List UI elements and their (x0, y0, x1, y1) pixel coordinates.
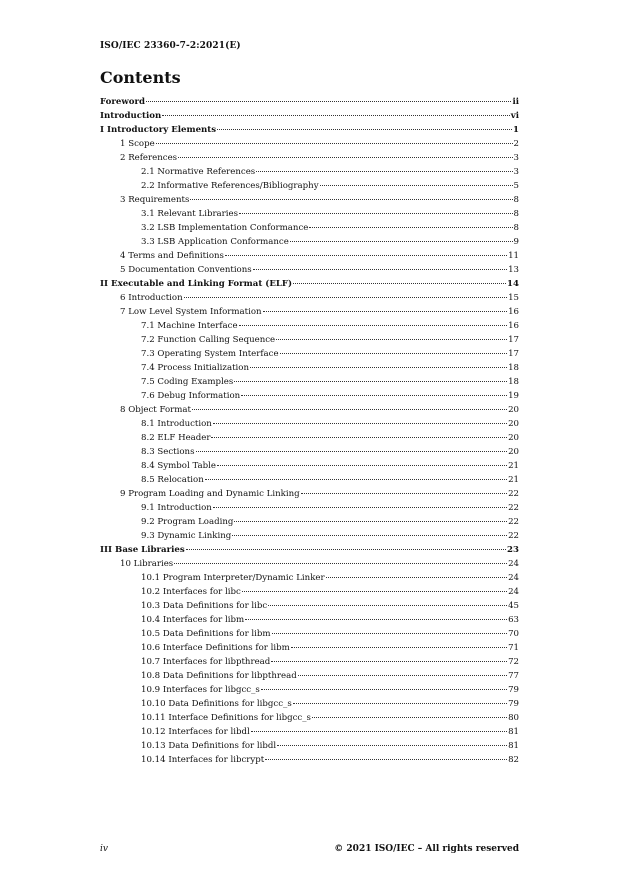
toc-entry[interactable] (100, 361, 519, 375)
toc-leader-dots (196, 451, 508, 452)
toc-leader-dots (174, 563, 507, 564)
toc-entry[interactable] (100, 249, 519, 263)
table-of-contents (100, 95, 519, 767)
toc-leader-dots (261, 689, 507, 690)
toc-entry-page: 24 (508, 587, 519, 597)
toc-leader-dots (242, 591, 507, 592)
toc-entry-label: 8.3 Sections (141, 447, 195, 457)
toc-leader-dots (239, 213, 513, 214)
toc-entry-label: 8.1 Introduction (141, 419, 212, 429)
toc-entry-page: 70 (508, 629, 519, 639)
toc-entry-page: 13 (508, 265, 519, 275)
toc-entry-label: 8.4 Symbol Table (141, 461, 216, 471)
toc-entry-label: 6 Introduction (120, 293, 183, 303)
toc-entry-label: 10 Libraries (120, 559, 174, 569)
toc-leader-dots (271, 661, 507, 662)
toc-leader-dots (312, 717, 507, 718)
toc-entry-page: 22 (508, 503, 519, 513)
toc-entry-page: 19 (508, 391, 519, 401)
toc-entry-label: 3.3 LSB Application Conformance (141, 237, 289, 247)
toc-leader-dots (276, 339, 507, 340)
toc-entry[interactable] (100, 725, 519, 739)
toc-leader-dots (291, 647, 507, 648)
toc-leader-dots (186, 549, 506, 550)
toc-leader-dots (162, 115, 510, 116)
toc-leader-dots (298, 675, 507, 676)
toc-entry-label: 5 Documentation Conventions (120, 265, 252, 275)
toc-entry[interactable] (100, 165, 519, 179)
toc-leader-dots (256, 171, 512, 172)
toc-entry[interactable] (100, 515, 519, 529)
toc-entry-label: 10.11 Interface Definitions for libgcc_s (141, 713, 311, 723)
toc-entry[interactable] (100, 389, 519, 403)
page-number: iv (100, 844, 108, 854)
toc-entry[interactable] (100, 669, 519, 683)
toc-entry-label: 10.10 Data Definitions for libgcc_s (141, 699, 292, 709)
toc-entry-label: 7.2 Function Calling Sequence (141, 335, 276, 345)
toc-entry-label: 7.1 Machine Interface (141, 321, 238, 331)
toc-entry-page: 63 (508, 615, 519, 625)
toc-leader-dots (241, 395, 507, 396)
toc-entry-page: 81 (508, 727, 519, 737)
toc-entry-label: 10.1 Program Interpreter/Dynamic Linker (141, 573, 325, 583)
toc-entry-label: 7.6 Debug Information (141, 391, 241, 401)
toc-entry[interactable] (100, 655, 519, 669)
toc-leader-dots (251, 731, 507, 732)
toc-entry-label: 10.8 Data Definitions for libpthread (141, 671, 297, 681)
toc-entry[interactable] (100, 193, 519, 207)
toc-entry[interactable] (100, 333, 519, 347)
toc-entry-page: 20 (508, 405, 519, 415)
toc-leader-dots (234, 521, 507, 522)
toc-entry-page: 5 (513, 181, 519, 191)
toc-entry-label: 10.3 Data Definitions for libc (141, 601, 268, 611)
toc-leader-dots (253, 269, 507, 270)
toc-entry-label: 7 Low Level System Information (120, 307, 262, 317)
toc-leader-dots (213, 507, 507, 508)
page-title: Contents (100, 68, 181, 87)
toc-entry-label: 1 Scope (120, 139, 155, 149)
toc-entry[interactable] (100, 375, 519, 389)
toc-leader-dots (250, 367, 507, 368)
toc-entry[interactable] (100, 263, 519, 277)
toc-entry-page: 79 (508, 685, 519, 695)
toc-entry-page: 1 (513, 125, 519, 135)
toc-entry-label: III Base Libraries (100, 545, 185, 555)
toc-leader-dots (272, 633, 507, 634)
toc-entry[interactable] (100, 697, 519, 711)
toc-entry-page: 11 (508, 251, 519, 261)
toc-entry-label: 8.2 ELF Header (141, 433, 211, 443)
toc-entry-label: 10.14 Interfaces for libcrypt (141, 755, 265, 765)
toc-entry-page: 45 (508, 601, 519, 611)
toc-entry-page: 17 (508, 349, 519, 359)
toc-leader-dots (245, 619, 507, 620)
toc-entry-label: 7.4 Process Initialization (141, 363, 249, 373)
toc-leader-dots (239, 325, 508, 326)
toc-entry-page: vi (510, 111, 519, 121)
toc-entry-page: 16 (508, 321, 519, 331)
toc-entry[interactable] (100, 137, 519, 151)
toc-leader-dots (190, 199, 512, 200)
toc-entry[interactable] (100, 305, 519, 319)
toc-entry-label: 9.3 Dynamic Linking (141, 531, 232, 541)
toc-entry-page: 82 (508, 755, 519, 765)
copyright-notice: © 2021 ISO/IEC – All rights reserved (334, 844, 519, 854)
toc-entry-label: 10.5 Data Definitions for libm (141, 629, 271, 639)
toc-leader-dots (320, 185, 513, 186)
toc-entry-label: 8 Object Format (120, 405, 191, 415)
toc-entry-page: 16 (508, 307, 519, 317)
toc-entry-page: 15 (508, 293, 519, 303)
toc-entry[interactable] (100, 431, 519, 445)
toc-entry[interactable] (100, 445, 519, 459)
toc-entry[interactable] (100, 179, 519, 193)
toc-entry-label: 10.2 Interfaces for libc (141, 587, 241, 597)
toc-entry-page: 8 (513, 223, 519, 233)
toc-entry-page: ii (512, 97, 519, 107)
toc-leader-dots (309, 227, 512, 228)
toc-entry-page: 71 (508, 643, 519, 653)
toc-leader-dots (265, 759, 507, 760)
toc-entry[interactable] (100, 319, 519, 333)
toc-entry[interactable] (100, 473, 519, 487)
toc-entry-page: 18 (508, 377, 519, 387)
toc-entry[interactable] (100, 347, 519, 361)
toc-entry[interactable] (100, 571, 519, 585)
toc-entry-label: 2 References (120, 153, 178, 163)
toc-entry-label: 10.7 Interfaces for libpthread (141, 657, 271, 667)
toc-entry-page: 81 (508, 741, 519, 751)
toc-leader-dots (293, 283, 506, 284)
toc-entry[interactable] (100, 417, 519, 431)
toc-entry[interactable] (100, 557, 519, 571)
toc-entry-label: 10.6 Interface Definitions for libm (141, 643, 290, 653)
toc-entry-label: Introduction (100, 111, 162, 121)
toc-entry-label: 9.2 Program Loading (141, 517, 234, 527)
toc-entry-page: 72 (508, 657, 519, 667)
toc-entry[interactable] (100, 739, 519, 753)
toc-entry-label: 10.13 Data Definitions for libdl (141, 741, 277, 751)
toc-entry-label: 3 Requirements (120, 195, 190, 205)
toc-leader-dots (326, 577, 507, 578)
toc-entry-label: 8.5 Relocation (141, 475, 204, 485)
document-id: ISO/IEC 23360-7-2:2021(E) (100, 41, 241, 51)
toc-entry[interactable] (100, 235, 519, 249)
toc-entry[interactable] (100, 221, 519, 235)
toc-entry-page: 8 (513, 195, 519, 205)
toc-entry-page: 20 (508, 419, 519, 429)
toc-entry[interactable] (100, 641, 519, 655)
toc-entry-label: 10.4 Interfaces for libm (141, 615, 245, 625)
toc-entry[interactable] (100, 123, 519, 137)
toc-entry-page: 17 (508, 335, 519, 345)
toc-entry-page: 21 (508, 461, 519, 471)
toc-entry-page: 3 (513, 153, 519, 163)
toc-leader-dots (232, 535, 507, 536)
toc-entry-page: 18 (508, 363, 519, 373)
toc-entry[interactable] (100, 529, 519, 543)
toc-leader-dots (184, 297, 507, 298)
toc-leader-dots (277, 745, 507, 746)
toc-leader-dots (146, 101, 511, 102)
toc-entry[interactable] (100, 613, 519, 627)
toc-entry[interactable] (100, 277, 519, 291)
toc-entry-label: 3.2 LSB Implementation Conformance (141, 223, 309, 233)
toc-entry[interactable] (100, 627, 519, 641)
toc-leader-dots (280, 353, 507, 354)
toc-entry-page: 2 (513, 139, 519, 149)
toc-entry[interactable] (100, 151, 519, 165)
toc-leader-dots (234, 381, 507, 382)
toc-entry-page: 22 (508, 517, 519, 527)
toc-entry-label: 2.2 Informative References/Bibliography (141, 181, 319, 191)
toc-entry[interactable] (100, 711, 519, 725)
toc-leader-dots (263, 311, 508, 312)
toc-entry-label: 9.1 Introduction (141, 503, 212, 513)
toc-entry-page: 77 (508, 671, 519, 681)
toc-entry-page: 8 (513, 209, 519, 219)
toc-entry[interactable] (100, 459, 519, 473)
toc-entry-page: 3 (513, 167, 519, 177)
toc-leader-dots (217, 465, 507, 466)
toc-entry-page: 24 (508, 573, 519, 583)
toc-entry-page: 20 (508, 433, 519, 443)
toc-entry-label: II Executable and Linking Format (ELF) (100, 279, 293, 289)
toc-entry-label: 2.1 Normative References (141, 167, 256, 177)
toc-entry[interactable] (100, 683, 519, 697)
toc-entry[interactable] (100, 501, 519, 515)
toc-entry-page: 24 (508, 559, 519, 569)
toc-leader-dots (156, 143, 513, 144)
toc-leader-dots (205, 479, 507, 480)
toc-entry[interactable] (100, 599, 519, 613)
toc-leader-dots (290, 241, 513, 242)
toc-entry-label: Foreword (100, 97, 146, 107)
toc-entry-label: 4 Terms and Definitions (120, 251, 224, 261)
toc-entry[interactable] (100, 291, 519, 305)
toc-entry-page: 22 (508, 531, 519, 541)
toc-entry-label: 10.12 Interfaces for libdl (141, 727, 250, 737)
toc-entry[interactable] (100, 585, 519, 599)
toc-entry-label: 7.5 Coding Examples (141, 377, 234, 387)
toc-leader-dots (192, 409, 507, 410)
toc-entry-label: I Introductory Elements (100, 125, 217, 135)
toc-leader-dots (211, 437, 507, 438)
toc-leader-dots (268, 605, 507, 606)
toc-entry[interactable] (100, 207, 519, 221)
toc-entry[interactable] (100, 95, 519, 109)
toc-entry-page: 23 (507, 545, 519, 555)
toc-entry[interactable] (100, 487, 519, 501)
toc-entry-label: 10.9 Interfaces for libgcc_s (141, 685, 260, 695)
toc-entry[interactable] (100, 753, 519, 767)
toc-entry-label: 9 Program Loading and Dynamic Linking (120, 489, 300, 499)
toc-entry[interactable] (100, 403, 519, 417)
toc-entry-page: 20 (508, 447, 519, 457)
toc-entry-page: 21 (508, 475, 519, 485)
toc-entry-page: 80 (508, 713, 519, 723)
toc-leader-dots (178, 157, 512, 158)
toc-leader-dots (293, 703, 507, 704)
toc-entry-page: 14 (507, 279, 519, 289)
toc-leader-dots (225, 255, 507, 256)
toc-leader-dots (213, 423, 507, 424)
toc-entry-page: 79 (508, 699, 519, 709)
toc-leader-dots (217, 129, 512, 130)
toc-leader-dots (301, 493, 507, 494)
toc-entry-label: 3.1 Relevant Libraries (141, 209, 239, 219)
toc-entry-page: 22 (508, 489, 519, 499)
toc-entry-page: 9 (513, 237, 519, 247)
toc-entry[interactable] (100, 543, 519, 557)
toc-entry[interactable] (100, 109, 519, 123)
toc-entry-label: 7.3 Operating System Interface (141, 349, 279, 359)
